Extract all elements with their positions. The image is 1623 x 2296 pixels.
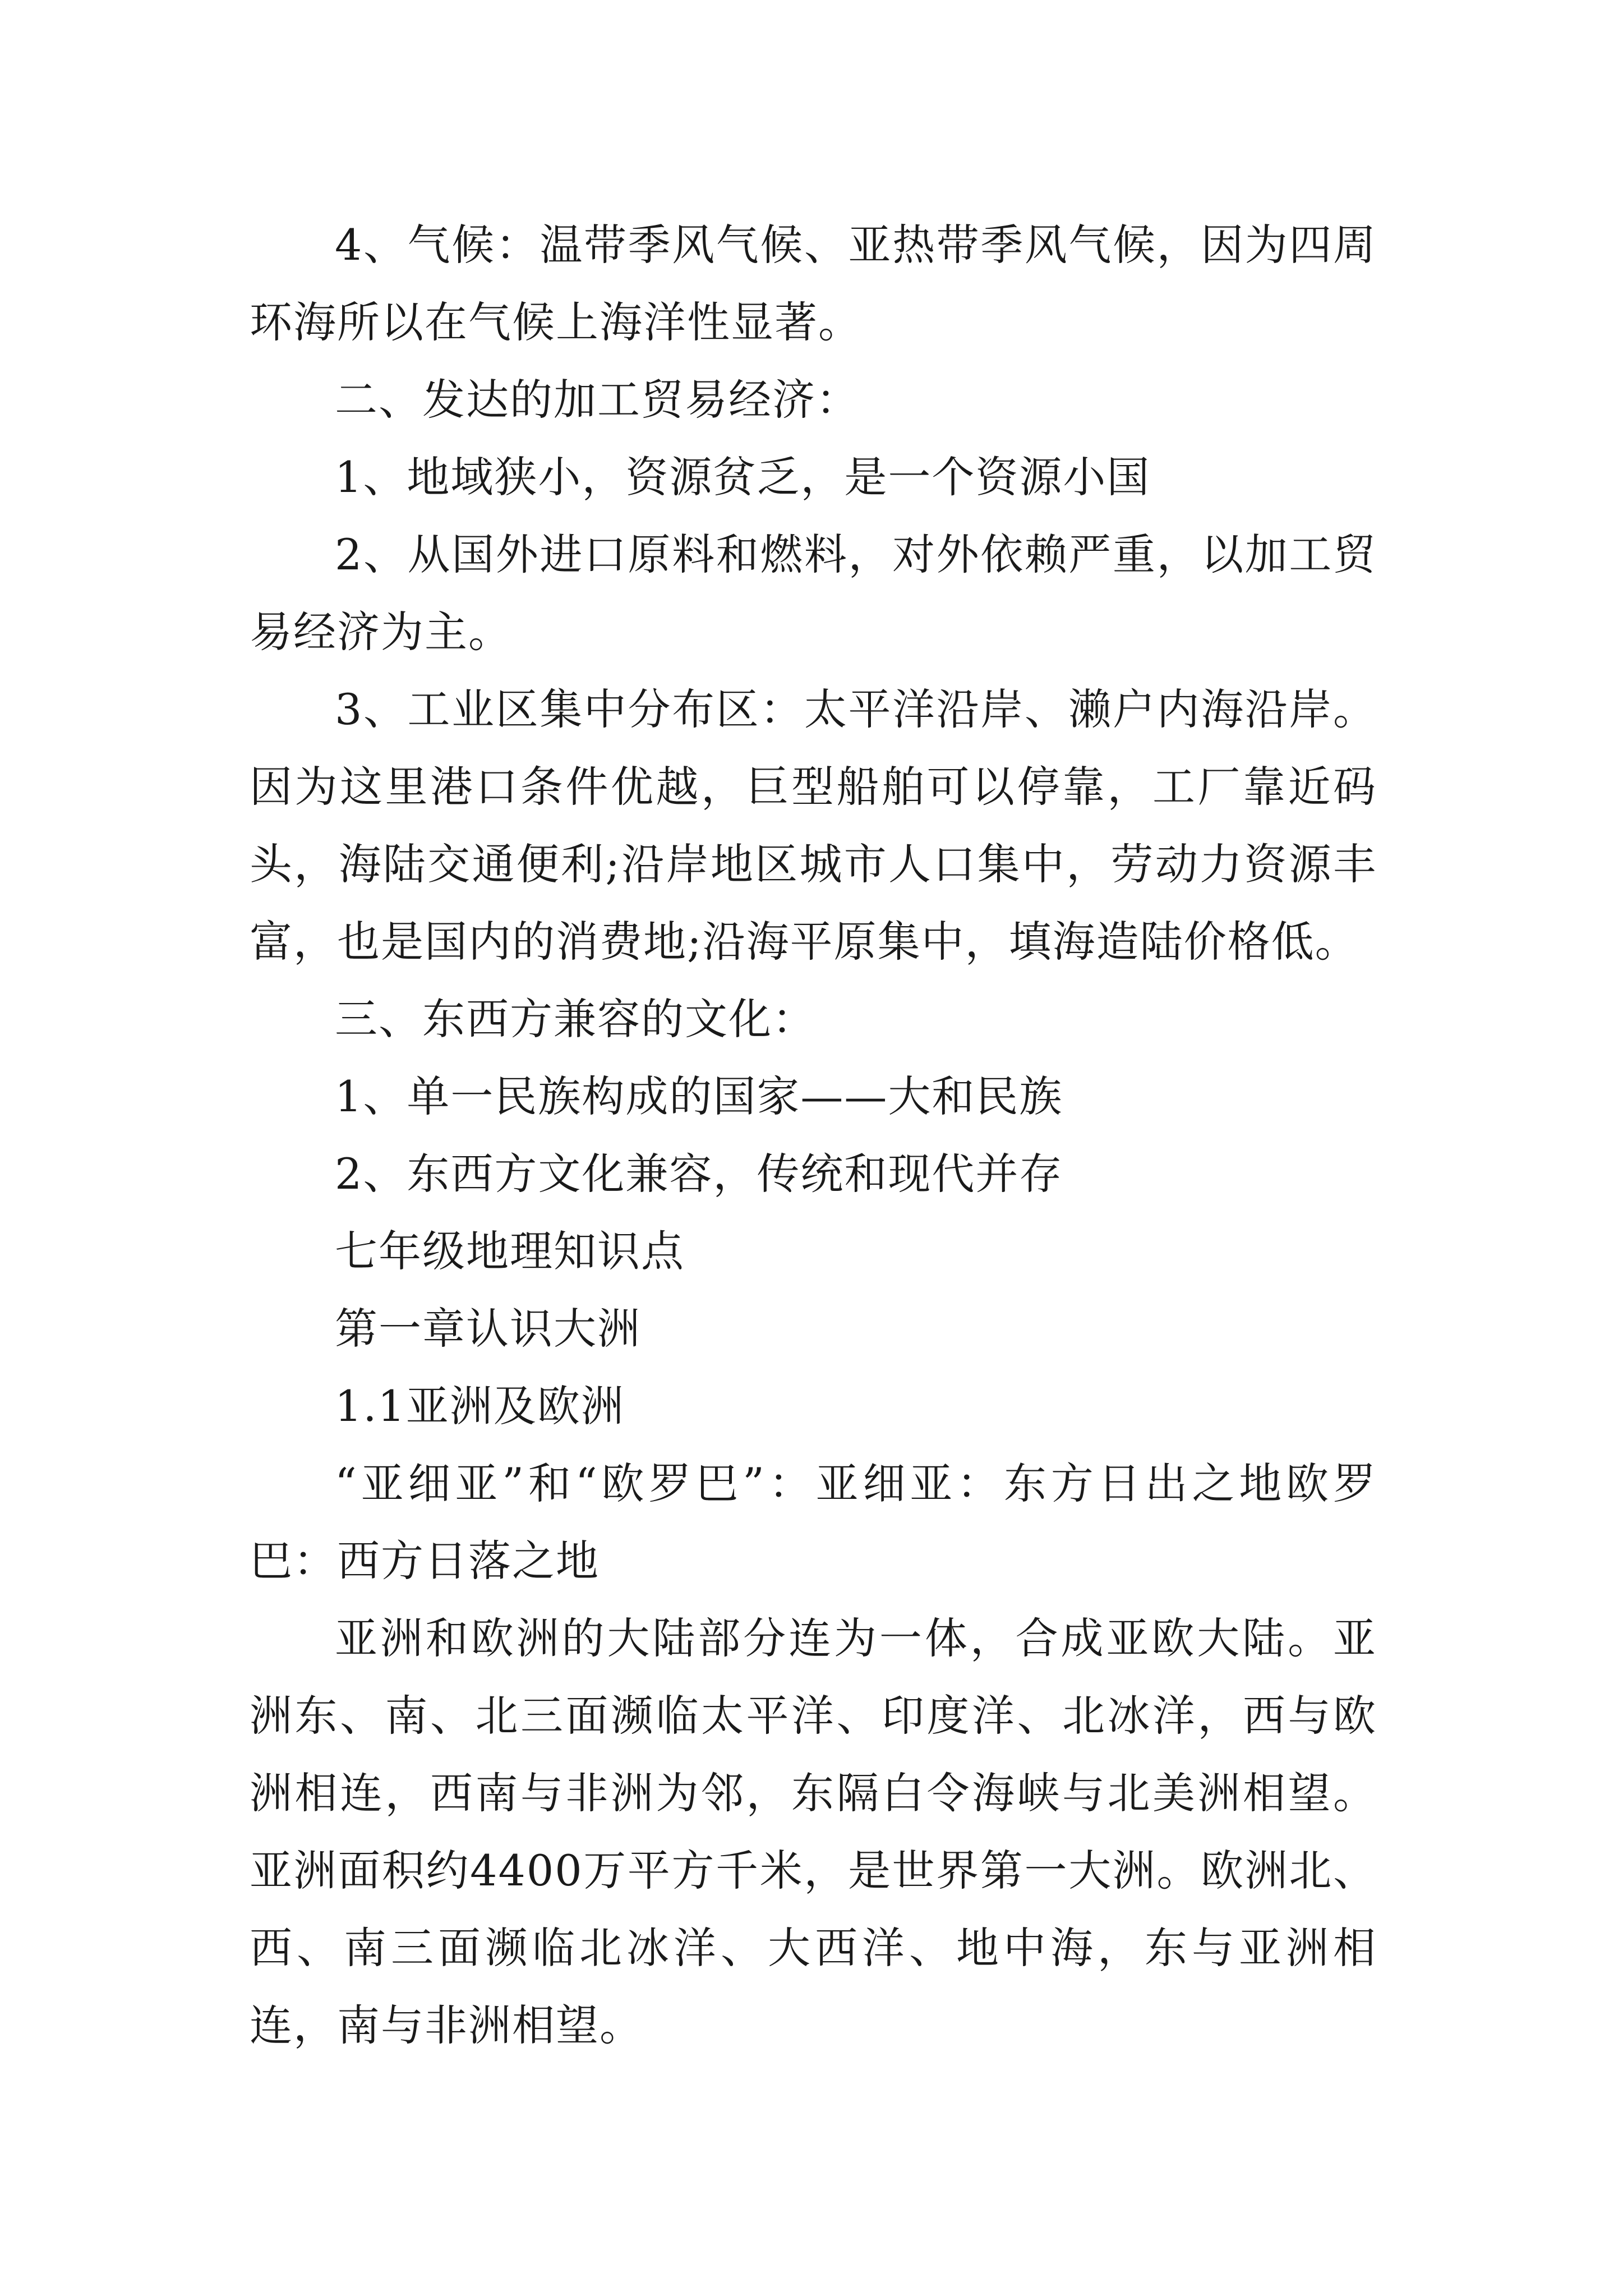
- paragraph-asia-europe-names: “亚细亚”和“欧罗巴”：亚细亚：东方日出之地欧罗巴：西方日落之地: [250, 1458, 1377, 1586]
- paragraph-climate: 4、气候：温带季风气候、亚热带季风气候，因为四周环海所以在气候上海洋性显著。: [250, 220, 1377, 347]
- heading-grade-seven-geography: 七年级地理知识点: [335, 1226, 685, 1276]
- section-heading-processing-trade: 二、发达的加工贸易经济：: [335, 375, 860, 425]
- paragraph-import-dependence: 2、从国外进口原料和燃料，对外依赖严重，以加工贸易经济为主。: [250, 530, 1377, 657]
- paragraph-eurasia-description: 亚洲和欧洲的大陆部分连为一体，合成亚欧大陆。亚洲东、南、北三面濒临太平洋、印度洋、北冰洋，西与欧洲相连，西南与非洲为邻，东隔白令海峡与北美洲相望。亚洲面积约4400万平方千米，是世界第一大洲。欧洲北、西、南三面濒临北冰洋、大西洋、地中海，东与亚洲相连，南与非洲相望。: [250, 1613, 1377, 2050]
- section-heading-culture: 三、东西方兼容的文化：: [335, 994, 816, 1044]
- body-text: [250, 206, 1377, 2064]
- paragraph-single-ethnicity: 1、单一民族构成的国家——大和民族: [335, 1071, 1063, 1121]
- paragraph-industrial-zones: 3、工业区集中分布区：太平洋沿岸、濑户内海沿岸。因为这里港口条件优越，巨型船舶可以停靠，工厂靠近码头，海陆交通便利;沿岸地区城市人口集中，劳动力资源丰富，也是国内的消费地;沿海平原集中，填海造陆价格低。: [250, 684, 1377, 967]
- paragraph-small-territory: 1、地域狭小，资源贫乏，是一个资源小国: [335, 452, 1151, 502]
- heading-section-1-1: 1.1亚洲及欧洲: [335, 1381, 625, 1431]
- paragraph-culture-blend: 2、东西方文化兼容，传统和现代并存: [335, 1149, 1063, 1199]
- heading-chapter-one: 第一章认识大洲: [335, 1304, 641, 1354]
